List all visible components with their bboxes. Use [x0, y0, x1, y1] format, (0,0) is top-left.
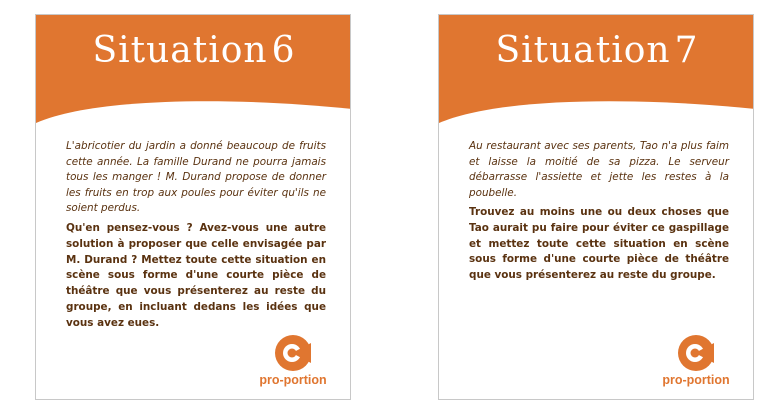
situation-question: Trouvez au moins une ou deux choses que Tao aurait pu faire pour éviter ce gaspillage et mettez toute cette situation en scène sous forme d'une courte pièce de théâtre que vous présenterez au reste du groupe. — [469, 206, 729, 282]
logo-text: pro-portion — [259, 373, 327, 387]
pro-portion-logo-icon — [678, 335, 714, 371]
title-word: Situation — [92, 30, 268, 71]
pro-portion-logo — [651, 335, 741, 391]
card-header — [439, 15, 754, 127]
pro-portion-logo — [248, 335, 338, 391]
title-word: Situation — [495, 30, 671, 71]
situation-card-7 — [438, 14, 754, 400]
situation-card-6 — [35, 14, 351, 400]
situation-intro: Au restaurant avec ses parents, Tao n'a plus faim et laisse la moitié de sa pizza. Le serveur débarrasse l'assiette et jette les restes à la poubelle. — [469, 140, 729, 199]
situation-intro: L'abricotier du jardin a donné beaucoup de fruits cette année. La famille Durand ne pourra jamais tous les manger ! M. Durand propose de donner les fruits en trop aux poules pour éviter qu'ils ne soient perdus. — [66, 140, 326, 215]
card-title — [36, 29, 351, 72]
card-header — [36, 15, 351, 127]
card-title — [439, 29, 754, 72]
pro-portion-logo-icon — [275, 335, 311, 371]
logo-text: pro-portion — [662, 373, 730, 387]
title-number: 7 — [674, 30, 699, 71]
title-number: 6 — [271, 30, 296, 71]
situation-question: Qu'en pensez-vous ? Avez-vous une autre solution à proposer que celle envisagée par M. Durand ? Mettez toute cette situation en scène sous forme d'une courte pièce de théâtre que vous présenterez au reste du groupe, en incluant dedans les idées que vous avez eues. — [66, 222, 326, 329]
